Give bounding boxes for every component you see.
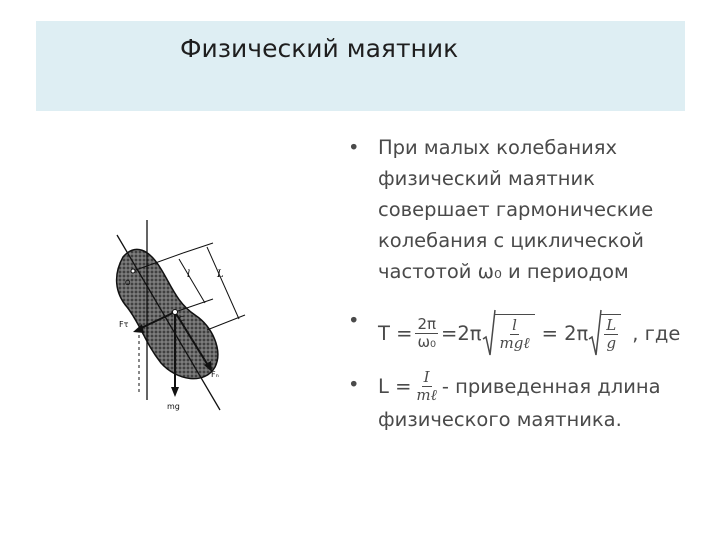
reduced-length-text-line1: - приведенная длина xyxy=(441,375,661,398)
bullet-reduced-length xyxy=(346,369,696,435)
reduced-length-formula xyxy=(378,369,696,404)
bullet-marker: • xyxy=(348,373,360,396)
l-dimension-arrow xyxy=(179,259,205,303)
formula-T: T = xyxy=(378,321,413,345)
pendulum-figure xyxy=(95,215,260,415)
formula-eq-2pi: =2π xyxy=(441,321,482,345)
label-C: C xyxy=(179,315,184,323)
fraction-denominator: mgℓ xyxy=(499,334,530,352)
label-mg: mg xyxy=(167,402,180,411)
fraction-numerator: l xyxy=(512,316,517,334)
fraction-denominator: ω₀ xyxy=(417,332,437,351)
fraction-numerator: 2π xyxy=(417,314,437,333)
bullet-period-formula xyxy=(346,305,696,361)
bullet-marker: • xyxy=(348,136,360,159)
label-L: L xyxy=(217,269,224,280)
label-Fn: Fₙ xyxy=(211,370,219,379)
sqrt-L-g xyxy=(588,309,624,357)
bullet-description xyxy=(346,132,696,287)
label-l: l xyxy=(187,269,191,280)
pivot-point-O xyxy=(131,269,135,273)
reduced-length-text-line2: физического маятника. xyxy=(378,408,622,431)
formula-L: L = xyxy=(378,375,412,398)
L-dimension-arrow xyxy=(207,247,239,319)
label-O: O xyxy=(125,279,131,287)
label-Ft: Fτ xyxy=(119,320,129,329)
mg-arrowhead xyxy=(171,387,179,397)
fraction-2pi-omega xyxy=(415,316,438,351)
sqrt-l-mgl xyxy=(482,309,538,357)
radicand xyxy=(601,314,621,352)
pendulum-body xyxy=(117,249,218,378)
fraction-numerator: I xyxy=(423,368,430,386)
fraction-I-ml xyxy=(414,369,438,404)
center-mass-C xyxy=(173,310,178,315)
formula-where: , где xyxy=(632,321,681,345)
fraction-denominator: g xyxy=(606,334,617,352)
radical-sign xyxy=(588,309,602,357)
period-formula xyxy=(378,305,696,361)
fraction-numerator: L xyxy=(606,316,617,334)
formula-eq-2pi-b: = 2π xyxy=(541,321,589,345)
slide-title: Физический маятник xyxy=(180,34,459,63)
bullet-marker: • xyxy=(348,309,360,332)
radicand xyxy=(495,314,535,352)
bullet-list xyxy=(346,132,696,435)
L-marker-bottom xyxy=(207,315,245,330)
radical-sign xyxy=(482,309,496,357)
fraction-denominator: mℓ xyxy=(416,386,437,404)
bullet-text: При малых колебаниях физический маятник совершает гармонические колебания с циклической частотой ω₀ и периодом xyxy=(378,136,654,283)
